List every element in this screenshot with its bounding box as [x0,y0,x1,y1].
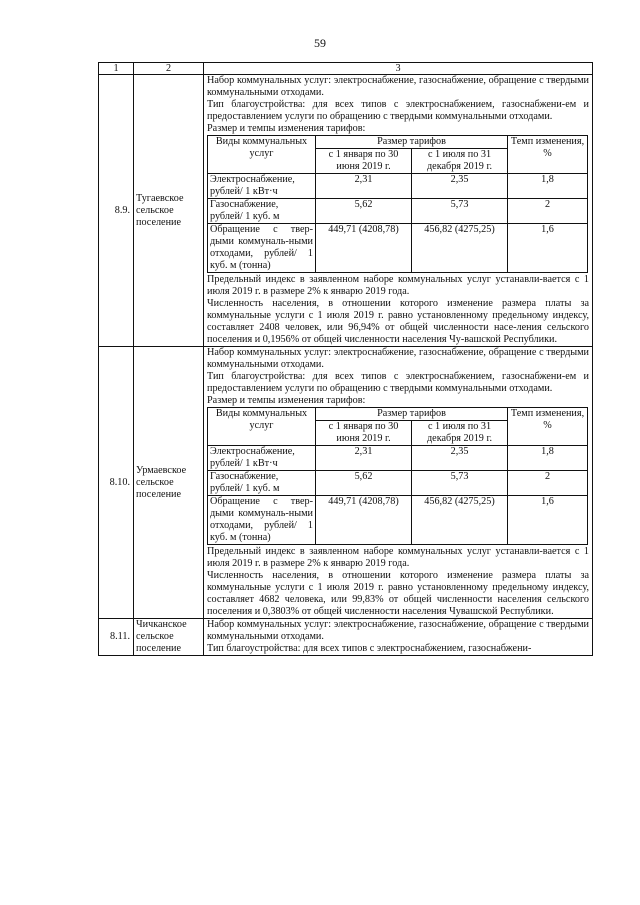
tariff-p2: 456,82 (4275,25) [412,224,508,273]
tariff-p1: 5,62 [316,471,412,496]
service-name: Газоснабжение, рублей/ 1 куб. м [208,199,316,224]
limit-index: Предельный индекс в заявленном наборе коммунальных услуг устанавли-вается с 1 июля 2019 г. в размере 2% к январю 2019 года. [207,546,589,569]
tariff-rate: 1,8 [508,174,588,199]
rate-header: Темп изменения, % [508,136,588,174]
tariff-row [208,496,588,545]
tariff-p1: 2,31 [316,446,412,471]
service-name: Обращение с твер-дыми коммуналь-ными отходами, рублей/ 1 куб. м (тонна) [208,224,316,273]
settlement-name: Чичканское сельское поселение [134,619,204,656]
service-name: Газоснабжение, рублей/ 1 куб. м [208,471,316,496]
table-row [99,619,593,656]
col-header-2: 2 [134,63,204,75]
period1-header: с 1 января по 30 июня 2019 г. [316,149,412,174]
table-row [99,347,593,619]
period2-header: с 1 июля по 31 декабря 2019 г. [412,149,508,174]
size-header: Размер тарифов [316,408,508,421]
limit-index: Предельный индекс в заявленном наборе коммунальных услуг устанавли-вается с 1 июля 2019 г. в размере 2% к январю 2019 года. [207,274,589,297]
col-header-1: 1 [99,63,134,75]
tariff-p2: 456,82 (4275,25) [412,496,508,545]
service-name: Электроснабжение, рублей/ 1 кВт·ч [208,446,316,471]
tariff-row [208,446,588,471]
tariff-p2: 5,73 [412,471,508,496]
population-text: Численность населения, в отношении которого изменение размера платы за коммунальные услуги с 1 июля 2019 г. равно установленному предельному индексу, составляет 2408 человек, или 96,94% от общей численности насе-ления сельского поселения и 0,1956% от общей численности населения Чу-вашской Республики. [207,298,589,345]
row-number: 8.9. [99,75,134,347]
service-name: Электроснабжение, рублей/ 1 кВт·ч [208,174,316,199]
tariff-rate: 1,8 [508,446,588,471]
tariff-p2: 5,73 [412,199,508,224]
period1-header: с 1 января по 30 июня 2019 г. [316,421,412,446]
tariff-p1: 449,71 (4208,78) [316,496,412,545]
tariff-p1: 449,71 (4208,78) [316,224,412,273]
size-header: Размер тарифов [316,136,508,149]
row-content [204,75,593,347]
service-name: Обращение с твер-дыми коммуналь-ными отходами, рублей/ 1 куб. м (тонна) [208,496,316,545]
improvement-type: Тип благоустройства: для всех типов с электроснабжением, газоснабжени-ем и предоставлением услуги по обращению с твердыми коммунальными отходами. [207,371,589,394]
row-content [204,619,593,656]
types-header: Виды коммунальных услуг [208,136,316,174]
tariff-rate: 2 [508,471,588,496]
settlements-table [98,62,593,656]
row-content [204,347,593,619]
tariff-p1: 2,31 [316,174,412,199]
page-number: 59 [314,36,326,50]
tariffs-label: Размер и темпы изменения тарифов: [207,395,366,406]
improvement-type: Тип благоустройства: для всех типов с электроснабжением, газоснабжени- [207,643,532,654]
types-header: Виды коммунальных услуг [208,408,316,446]
tariff-p2: 2,35 [412,174,508,199]
period2-header: с 1 июля по 31 декабря 2019 г. [412,421,508,446]
tariff-table [207,135,588,273]
improvement-type: Тип благоустройства: для всех типов с электроснабжением, газоснабжени-ем и предоставлением услуги по обращению с твердыми коммунальными отходами. [207,99,589,122]
services-set: Набор коммунальных услуг: электроснабжение, газоснабжение, обращение с твердыми коммунальными отходами. [207,619,589,642]
tariff-table [207,407,588,545]
tariff-row [208,199,588,224]
tariff-rate: 1,6 [508,224,588,273]
tariff-rate: 2 [508,199,588,224]
tariffs-label: Размер и темпы изменения тарифов: [207,123,366,134]
tariff-row [208,224,588,273]
column-number-row [99,63,593,75]
population-text: Численность населения, в отношении которого изменение размера платы за коммунальные услуги с 1 июля 2019 г. равно установленному предельному индексу, составляет 4682 человека, или 99,83% от общей численности населения сельского поселения и 0,3803% от общей численности населения Чувашской Республики. [207,570,589,617]
tariff-row [208,174,588,199]
row-number: 8.11. [99,619,134,656]
tariff-p1: 5,62 [316,199,412,224]
tariff-p2: 2,35 [412,446,508,471]
settlement-name: Тугаевское сельское поселение [134,75,204,347]
row-number: 8.10. [99,347,134,619]
tariff-rate: 1,6 [508,496,588,545]
services-set: Набор коммунальных услуг: электроснабжение, газоснабжение, обращение с твердыми коммунальными отходами. [207,347,589,370]
col-header-3: 3 [204,63,593,75]
services-set: Набор коммунальных услуг: электроснабжение, газоснабжение, обращение с твердыми коммунальными отходами. [207,75,589,98]
rate-header: Темп изменения, % [508,408,588,446]
tariff-row [208,471,588,496]
table-row [99,75,593,347]
settlement-name: Урмаевское сельское поселение [134,347,204,619]
